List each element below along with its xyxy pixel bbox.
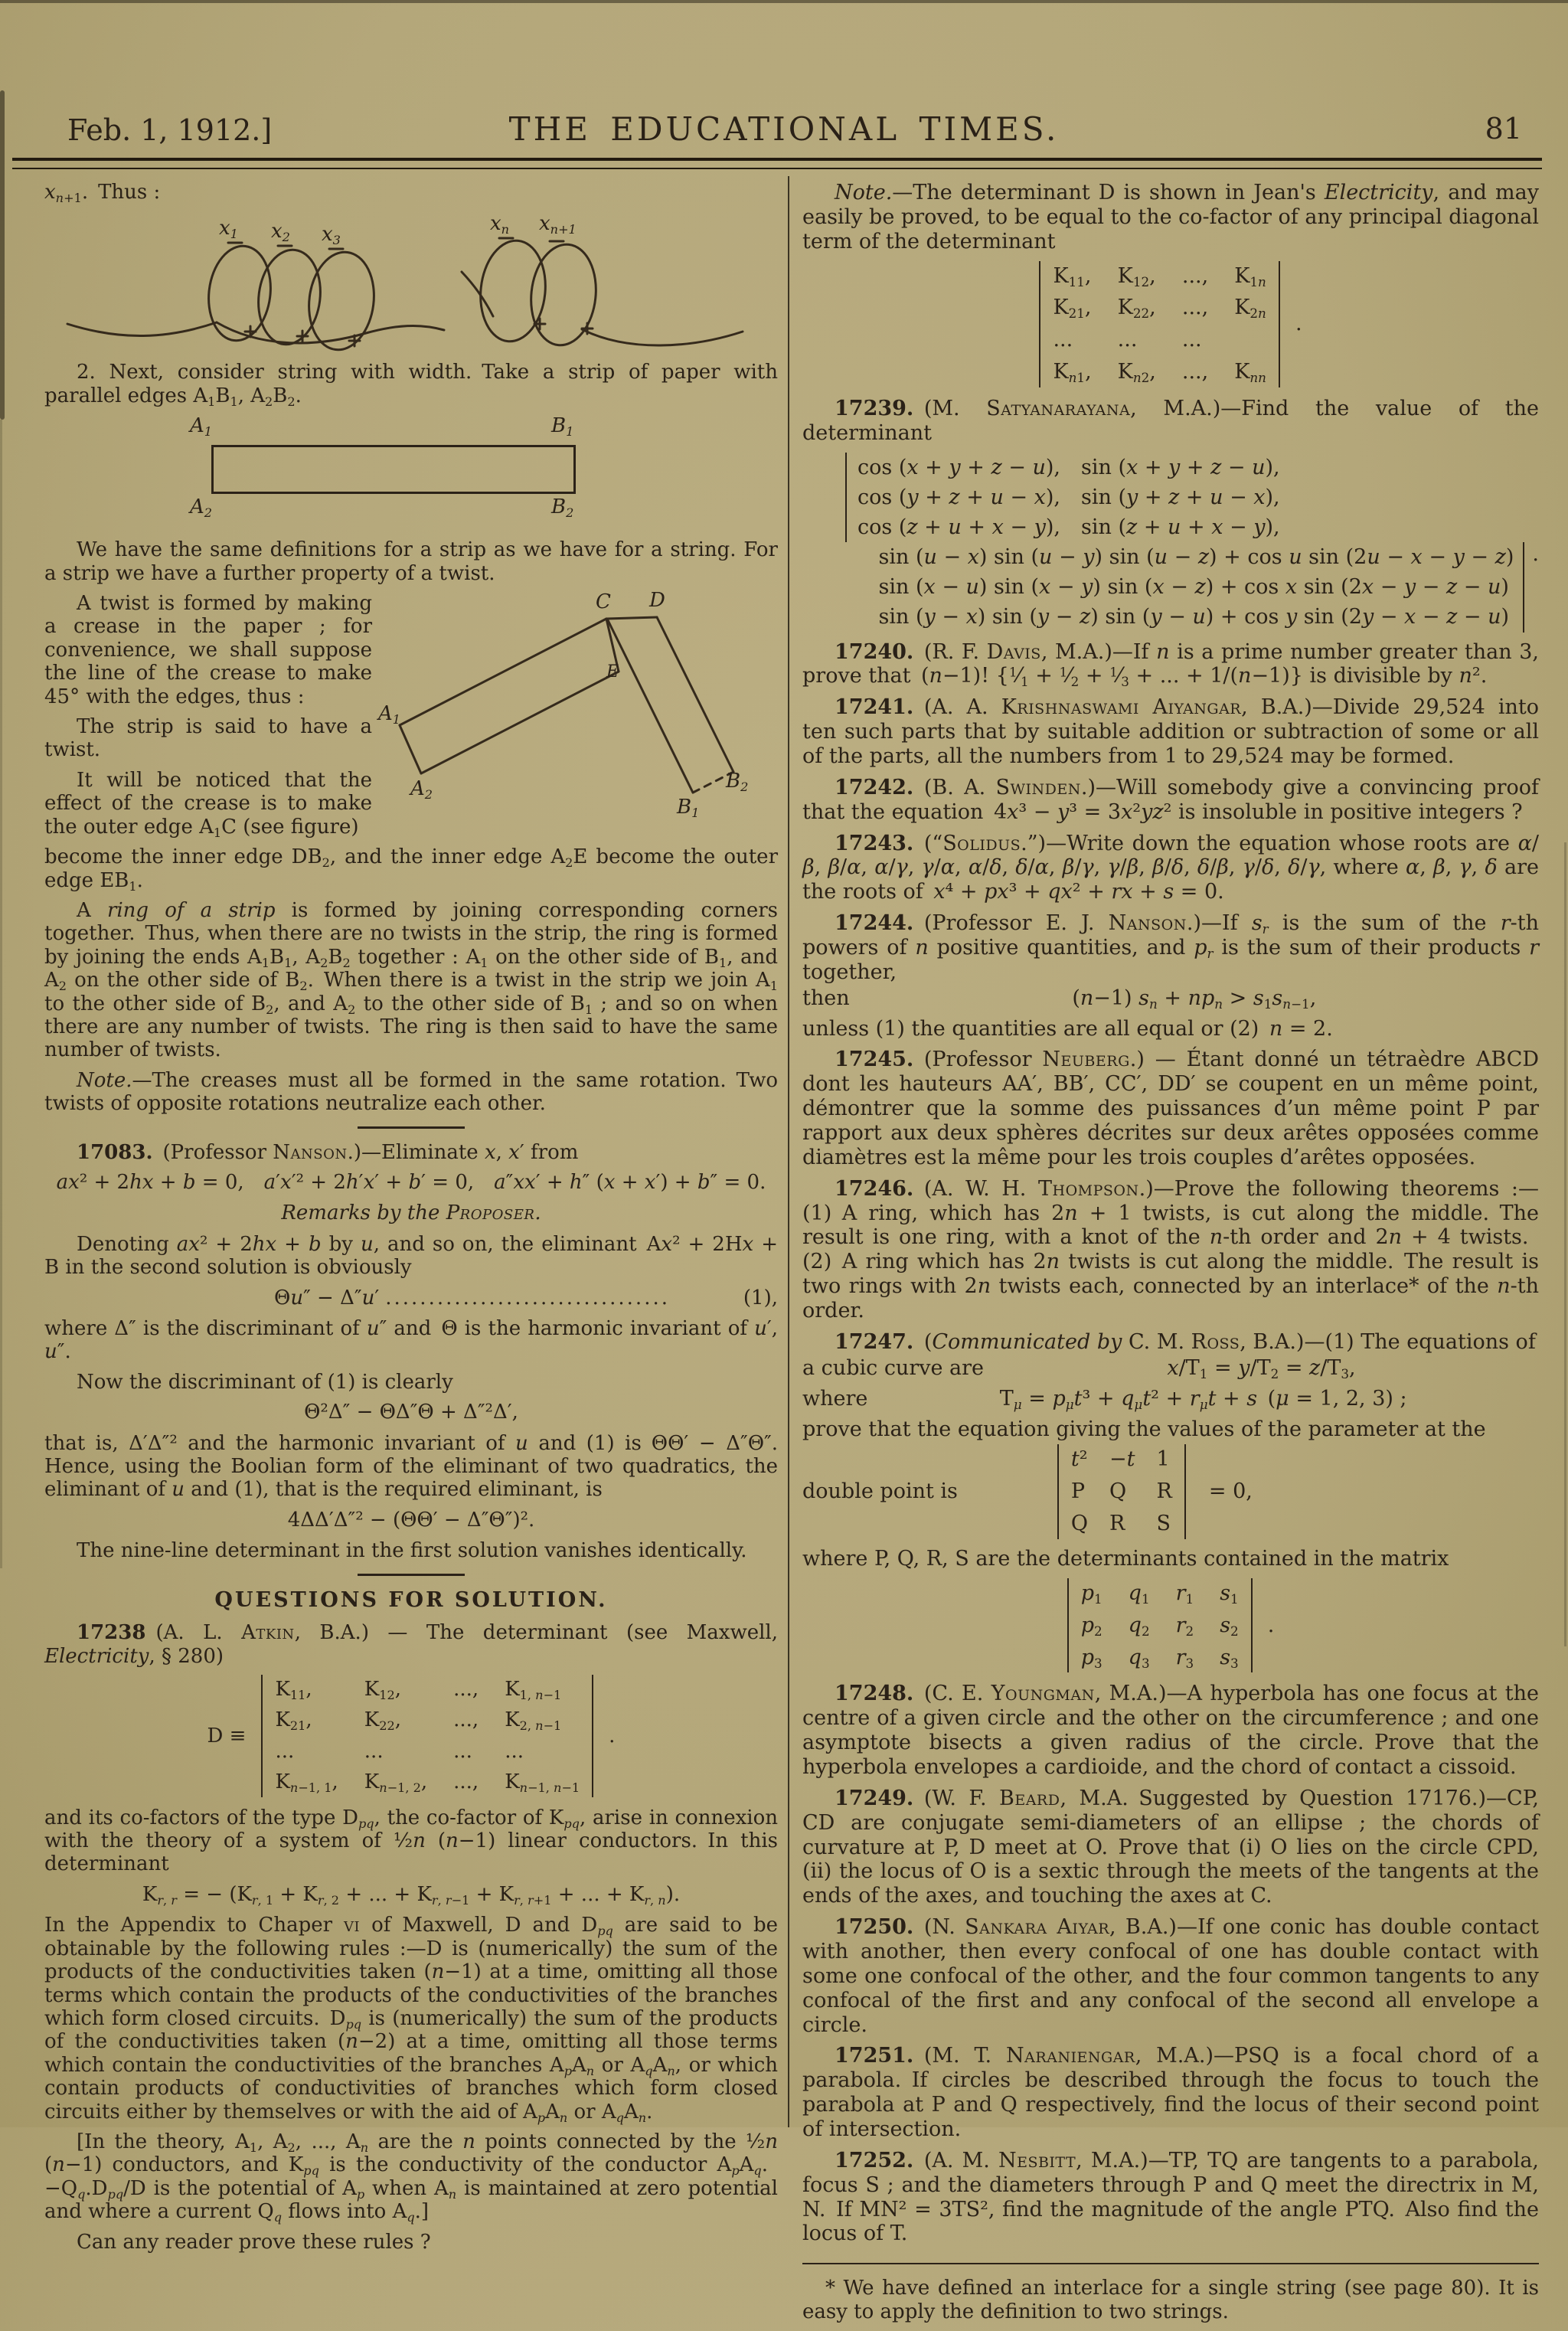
footnote-interlace: * We have defined an interlace for a single string (see page 80). It is easy to apply the definition to two strings. (802, 2277, 1539, 2323)
paragraph-note-determinant: Note.—The determinant D is shown in Jean's Electricity, and may easily be proved, to be equal to the co-factor of any principal diagonal term of the determinant (802, 181, 1539, 253)
matrix-cell: −t (1109, 1447, 1135, 1472)
paragraph-same-definitions: We have the same definitions for a strip as we have for a string. For a strip we have a further property of a twist. (44, 538, 778, 585)
page-number: 81 (1485, 112, 1522, 145)
scan-edge-right (1564, 842, 1566, 1646)
column-divider (788, 176, 789, 2127)
question-17251: 17251. (M. T. Naraniengar, M.A.)—PSQ is a focal chord of a parabola. If circles be described through the focus to touch the parabola at P and Q respectively, find the locus of their second point of intersection. (802, 2044, 1540, 2141)
matrix-K (802, 261, 1539, 387)
matrix-cell: $r_1$ (1175, 1581, 1194, 1607)
determinant-17239-left-columns (845, 453, 1539, 542)
question-17083: 17083. (Professor Nanson.)—Eliminate x, x′ from (77, 1140, 579, 1164)
paragraph-nine-line: The nine-line determinant in the first solution vanishes identically. (77, 1539, 747, 1563)
equation-1 (44, 1286, 778, 1309)
equation-17247-where-label: where (802, 1386, 868, 1411)
figure-label-xn1: $x_{n+1}$ (539, 212, 577, 237)
equation-Krr: $K_{r, r}$ = − ($K_{r, 1} + K_{r, 2}$ + ... + $K_{r, r-1} + K_{r, r+1}$ + ... + $K_{r, n}$). (142, 1882, 681, 1908)
question-17238: 17238 (A. L. Atkin, B.A.) — The determinant (see Maxwell, Electricity, § 280) (44, 1621, 778, 1668)
bent-label-a1: $A_1$ (378, 702, 401, 727)
strip-rectangle (211, 445, 576, 494)
section-rule (358, 1126, 465, 1129)
twist-section (44, 592, 778, 845)
paragraph-cofactors: and its co-factors of the type $D_{pq}$, the co-factor of $K_{pq}$, arise in connexion with the theory of a system of ½n (n−1) linear conductors. In this determinant (44, 1806, 779, 1876)
matrix-pqrs (802, 1578, 1539, 1673)
matrix-cell: $K_{21}$, (1053, 296, 1092, 322)
matrix-cell: ... (453, 1739, 472, 1763)
matrix-cell: $K_{11}$, (1053, 263, 1092, 289)
equation-1-leader-dots: ................................. (385, 1286, 670, 1309)
matrix-cell: $K_{22}$, (1117, 296, 1156, 322)
matrix-cell: ... (364, 1739, 384, 1763)
matrix-cell: $q_2$ (1128, 1613, 1150, 1639)
equation-17247-where: $T_\mu = p_\mu t^3 + q_\mu t^2 + r_\mu t + s$ (μ = 1, 2, 3) ; (999, 1386, 1407, 1412)
matrix-cell: $p_2$ (1080, 1613, 1102, 1639)
remarks-heading: Remarks by the Proposer. (281, 1201, 541, 1225)
matrix-cell: ..., (453, 1770, 479, 1794)
equation-1-tag: (1), (743, 1286, 778, 1309)
paragraph-appendix: In the Appendix to Chaper vi of Maxwell, D and $D_{pq}$ are said to be obtainable by the following rules :—D is (numerically) the sum of the products of the conductivities taken (n−1) at a time, omitting all those terms which contain the products of the conductivities of the branches which form closed circuits. $D_{pq}$ is (numerically) the sum of the products of the conductivities taken (n−2) at a time, omitting all those terms which contain the conductivities of the branches $A_pA_n$ or $A_qA_n$, or which contain products of conductivities of branches which form closed circuits either by themselves or with the aid of $A_pA_n$ or $A_qA_n$. (44, 1914, 779, 2125)
right-column (802, 181, 1539, 2331)
loops-drawing (44, 211, 778, 355)
matrix-cell: ... (1181, 328, 1202, 352)
matrix-cell: ..., (1181, 263, 1209, 288)
bent-label-e: E (606, 662, 619, 682)
matrix-cell: $K_{1, n-1}$ (505, 1678, 562, 1702)
paragraph-17247-prove: prove that the equation giving the values of the parameter at the (802, 1417, 1486, 1441)
paragraph-note-creases: Note.—The creases must all be formed in the same rotation. Two twists of opposite rotations neutralize each other. (44, 1068, 778, 1116)
matrix-cell: $K_{nn}$ (1234, 360, 1266, 386)
equation-17244-row (802, 986, 1539, 1011)
matrix-cell: $K_{n2}$, (1117, 360, 1156, 386)
matrix-cell: $q_3$ (1128, 1645, 1150, 1671)
determinant-line: sin (x − u) sin (x − y) sin (x − z) + cos x sin (2x − y − z − u) (878, 575, 1509, 600)
matrix-cell: $K_{n-1, 1}$, (275, 1770, 338, 1796)
left-column (44, 181, 778, 2261)
determinant-17247-suffix: = 0, (1208, 1479, 1253, 1504)
determinant-17247-label: double point is (802, 1479, 958, 1504)
lead-line: $x_{n+1}$. Thus : (44, 181, 161, 205)
strip-label-a2: $A_2$ (190, 495, 213, 521)
matrix-cell: $K_{2n}$ (1234, 296, 1266, 322)
matrix-K-grid (1039, 261, 1279, 387)
question-17246: 17246. (A. W. H. Thompson.)—Prove the following theorems :— (1) A ring, which has 2n + 1 twists, is cut along the middle. The result is one ring, with a knot of the n-th order and 2n + 4 twists. (2) A ring which has 2n twists is cut along the middle. The result is two rings with 2n twists each, connected by an interlace* of the n-th order. (802, 1176, 1539, 1323)
equation-1-body: Θu″ − Δ″u′ (274, 1286, 380, 1309)
matrix-pqrs-suffix: . (1267, 1613, 1275, 1637)
string-loops-figure (44, 211, 778, 355)
matrix-cell: $s_2$ (1220, 1613, 1239, 1639)
question-17240: 17240. (R. F. Davis, M.A.)—If n is a prime number greater than 3, prove that (n−1)! {$^1⁄_1$ + $^1⁄_2$ + $^1⁄_3$ + ... + 1/(n−1)} is divisible by n². (802, 639, 1539, 690)
matrix-cell: ... (505, 1739, 524, 1763)
matrix-cell: R (1156, 1479, 1172, 1504)
matrix-K-suffix: . (1295, 312, 1302, 336)
matrix-cell: R (1109, 1512, 1125, 1536)
paragraph-where-pqrs: where P, Q, R, S are the determinants contained in the matrix (802, 1546, 1449, 1571)
matrix-cell: 1 (1156, 1447, 1170, 1472)
bent-label-a2: $A_2$ (410, 777, 433, 802)
figure-label-xn: $x_n$ (490, 212, 510, 237)
paragraph-strip-intro: 2. Next, consider string with width. Take a strip of paper with parallel edges $A_1B_1$, $A_2B_2$. (44, 361, 778, 409)
strip-figure (44, 414, 778, 531)
question-17248: 17248. (C. E. Youngman, M.A.)—A hyperbola has one focus at the centre of a given circle and the other on the circumference ; and one asymptote bisects a given radius of the circle. Prove that the hyperbola envelopes a cardioide, and the chord of contact a cissoid. (802, 1682, 1539, 1779)
matrix-cell: $K_{11}$, (275, 1678, 312, 1702)
matrix-cell: P (1070, 1479, 1086, 1504)
paragraph-reader-challenge: Can any reader prove these rules ? (77, 2230, 431, 2254)
footnote-rule (802, 2263, 1539, 2264)
determinant-D (44, 1675, 778, 1797)
determinant-line: cos (x + y + z − u), sin (x + y + z − u), (858, 455, 1280, 479)
matrix-cell: $K_{12}$, (364, 1678, 401, 1702)
paragraph-ring-of-strip: A ring of a strip is formed by joining corresponding corners together. Thus, when there are no twists in the strip, the ring is formed by joining the ends $A_1B_1$, $A_2B_2$ together : $A_1$ on the other side of $B_1$, and $A_2$ on the other side of $B_2$. When there is a twist in the strip we join $A_1$ to the other side of $B_2$, and $A_2$ to the other side of $B_1$ ; and so on when there are any number of twists. The ring is then said to have the same number of twists. (44, 898, 778, 1062)
matrix-cell: $K_{n-1, 2}$, (364, 1770, 428, 1796)
determinant-line: sin (y − x) sin (y − z) sin (y − u) + cos y sin (2y − x − z − u) (878, 605, 1510, 629)
paragraph-twist-continued: become the inner edge $DB_2$, and the inner edge $A_2E$ become the outer edge $EB_1$. (44, 845, 779, 894)
question-17241: 17241. (A. A. Krishnaswami Aiyangar, B.A.)—Divide 29,524 into ten such parts that by suitable addition or subtraction of some or all of the parts, all the numbers from 1 to 29,524 may be formed. (802, 695, 1539, 769)
strip-label-a1: $A_1$ (190, 414, 213, 440)
header-rule (12, 158, 1542, 161)
paragraph-twist-crease: A twist is formed by making a crease in the paper ; for convenience, we shall suppose the line of the crease to make 45° with the edges, thus : (44, 592, 372, 708)
paragraph-twist-noticed: It will be noticed that the effect of the crease is to make the outer edge $A_1C$ (see figure) (44, 768, 372, 840)
journal-title: THE EDUCATIONAL TIMES. (508, 110, 1060, 148)
bent-label-c: C (596, 592, 611, 614)
matrix-cell: $q_1$ (1128, 1581, 1150, 1607)
determinant-17239-third-column-lines (879, 542, 1525, 632)
paragraph-twist-said: The strip is said to have a twist. (44, 715, 372, 762)
section-rule-2 (358, 1574, 465, 1576)
matrix-cell: Q (1109, 1479, 1127, 1504)
matrix-cell: ..., (453, 1708, 479, 1732)
strip-label-b1: $B_1$ (551, 414, 574, 440)
bent-label-b2: $B_2$ (726, 770, 749, 794)
equation-17244-label: then (802, 986, 850, 1010)
determinant-17247-row (802, 1444, 1539, 1539)
matrix-cell: $s_3$ (1220, 1645, 1239, 1671)
equation-17247-cubic-row (802, 1356, 1539, 1381)
header-rule-2 (12, 168, 1542, 169)
equation-17247-cubic-label: a cubic curve are (802, 1355, 985, 1380)
determinant-line: sin (u − x) sin (u − y) sin (u − z) + cos u sin (2u − x − y − z) (878, 545, 1514, 570)
matrix-cell: $K_{12}$, (1117, 263, 1156, 289)
issue-date: Feb. 1, 1912.] (67, 113, 273, 147)
matrix-cell: ... (275, 1739, 295, 1763)
matrix-cell: $K_{2, n-1}$ (505, 1708, 562, 1734)
question-17243: 17243. (“Solidus.”)—Write down the equation whose roots are α/β, β/α, α/γ, γ/α, α/δ, δ/α, β/γ, γ/β, β/δ, δ/β, γ/δ, δ/γ, where α, β, γ, δ are the roots of x⁴ + px³ + qx² + rx + s = 0. (802, 831, 1539, 904)
question-17245: 17245. (Professor Neuberg.) — Étant donné un tétraèdre ABCD dont les hauteurs AA′, BB′, CC′, DD′ se coupent en un même point, démontrer que la somme des puissances d’un même point P par rapport aux deux sphères décrites sur deux arêtes opposées comme diamètres est la même pour les trois couples d’arêtes opposées. (802, 1048, 1539, 1169)
matrix-cell: ..., (1181, 360, 1209, 384)
matrix-cell: $r_2$ (1175, 1613, 1194, 1639)
paragraph-denoting: Denoting ax² + 2hx + b by u, and so on, the eliminant Ax² + 2Hx + B in the second solution is obviously (44, 1232, 778, 1280)
determinant-line: cos (y + z + u − x), sin (y + z + u − x), (858, 485, 1280, 509)
bent-label-d: D (649, 592, 665, 613)
twisted-strip-drawing (380, 595, 778, 826)
equation-17247-where-row (802, 1387, 1539, 1411)
matrix-cell: $K_{22}$, (364, 1708, 401, 1734)
bent-label-b1: $B_1$ (677, 796, 700, 820)
twisted-strip-figure (378, 592, 778, 826)
figure-label-x3: $x_3$ (322, 223, 341, 248)
matrix-cell: $p_1$ (1080, 1581, 1102, 1607)
question-17250: 17250. (N. Sankara Aiyar, B.A.)—If one conic has double contact with another, then every confocal of one has double contact with some one confocal of the other, and the four common tangents to any confocal of the first and any confocal of the second all envelope a circle. (802, 1915, 1539, 2037)
strip-label-b2: $B_2$ (551, 495, 574, 521)
matrix-cell: $K_{n-1, n-1}$ (505, 1770, 580, 1796)
question-17239: 17239. (M. Satyanarayana, M.A.)—Find the value of the determinant (802, 397, 1539, 445)
paragraph-that-is: that is, Δ′Δ″² and the harmonic invariant of u and (1) is ΘΘ′ − Δ″Θ″. Hence, using the Boolian form of the eliminant of two quadratics, the eliminant of u and (1), that is the required eliminant, is (44, 1431, 778, 1502)
equation-eliminant: 4ΔΔ′Δ″² − (ΘΘ′ − Δ″Θ″)². (287, 1508, 535, 1532)
questions-for-solution-heading: QUESTIONS FOR SOLUTION. (214, 1587, 608, 1612)
equation-discriminant: Θ²Δ″ − ΘΔ″Θ + Δ″²Δ′, (304, 1401, 518, 1424)
matrix-cell: ... (1053, 328, 1073, 352)
matrix-cell: ..., (1181, 296, 1209, 320)
determinant-D-prefix: D ≡ (207, 1724, 247, 1747)
paragraph-theory: [In the theory, $A_1$, $A_2$, ..., $A_n$ are the n points connected by the ½n (n−1) conductors, and $K_{pq}$ is the conductivity of the conductor $A_pA_q$. $-Q_q.D_{pq}/D$ is the potential of $A_p$ when $A_n$ is maintained at zero potential and where a current $Q_q$ flows into $A_q$.] (44, 2130, 778, 2225)
matrix-cell: $K_{1n}$ (1234, 263, 1266, 289)
figure-label-x2: $x_2$ (271, 220, 290, 245)
matrix-cell: ... (1117, 328, 1138, 352)
determinant-17239 (802, 453, 1539, 633)
paragraph-now-discriminant: Now the discriminant of (1) is clearly (77, 1370, 453, 1394)
matrix-cell: S (1156, 1512, 1171, 1536)
question-17247: 17247. (Communicated by C. M. Ross, B.A.)—(1) The equations of (835, 1329, 1536, 1354)
determinant-17247 (1057, 1444, 1186, 1539)
scan-edge-top (0, 0, 1568, 3)
matrix-pqrs-grid (1067, 1578, 1253, 1673)
matrix-cell: $p_3$ (1080, 1645, 1102, 1671)
question-17242: 17242. (B. A. Swinden.)—Will somebody give a convincing proof that the equation 4x³ − y³ = 3x²yz² is insoluble in positive integers ? (802, 775, 1539, 824)
question-17252: 17252. (A. M. Nesbitt, M.A.)—TP, TQ are tangents to a parabola, focus S ; and the diameters through P and Q meet the directrix in M, N. If MN² = 3TS², find the magnitude of the angle PTQ. Also find the locus of T. (802, 2148, 1539, 2246)
matrix-cell: $K_{n1}$, (1053, 360, 1092, 386)
matrix-cell: ..., (453, 1678, 479, 1702)
matrix-cell: t² (1070, 1447, 1088, 1472)
equation-17244: (n−1) $s_n + np_n > s_1s_{n-1}$, (1072, 986, 1317, 1012)
question-17249: 17249. (W. F. Beard, M.A. Suggested by Question 17176.)—CP, CD are conjugate semi-diameters of an ellipse ; the chords of curvature at P, D meet at O. Prove that (i) O lies on the circle CPD, (ii) the locus of O is a sextic through the meets of the tangents at the ends of the axes, and touching the axes at C. (802, 1786, 1539, 1908)
matrix-cell: Q (1070, 1512, 1089, 1536)
determinant-D-matrix (261, 1675, 593, 1797)
determinant-D-suffix: . (609, 1724, 616, 1747)
determinant-17239-suffix: . (1532, 542, 1539, 567)
matrix-cell: $K_{21}$, (275, 1708, 312, 1734)
determinant-17239-third-column (802, 542, 1539, 632)
matrix-cell: $r_3$ (1175, 1645, 1194, 1671)
figure-label-x1: $x_1$ (219, 217, 238, 242)
equation-17247-cubic: $x/T_1 = y/T_2 = z/T_3$, (1167, 1355, 1356, 1381)
scan-edge-left-faint (0, 420, 2, 1568)
question-17244: 17244. (Professor E. J. Nanson.)—If $s_r$ is the sum of the r-th powers of n positive quantities, and $p_r$ is the sum of their products r together, (802, 911, 1539, 984)
paragraph-where-discriminant: where Δ″ is the discriminant of u″ and Θ is the harmonic invariant of u′, u″. (44, 1317, 778, 1364)
matrix-cell: $s_1$ (1220, 1581, 1239, 1607)
equation-17083: ax² + 2hx + b = 0, a′x′² + 2h′x′ + b′ = 0, a″xx′ + h″ (x + x′) + b″ = 0. (56, 1170, 766, 1194)
paragraph-17244-unless: unless (1) the quantities are all equal or (2) n = 2. (802, 1016, 1333, 1041)
determinant-line: cos (z + u + x − y), sin (z + u + x − y), (858, 515, 1280, 540)
